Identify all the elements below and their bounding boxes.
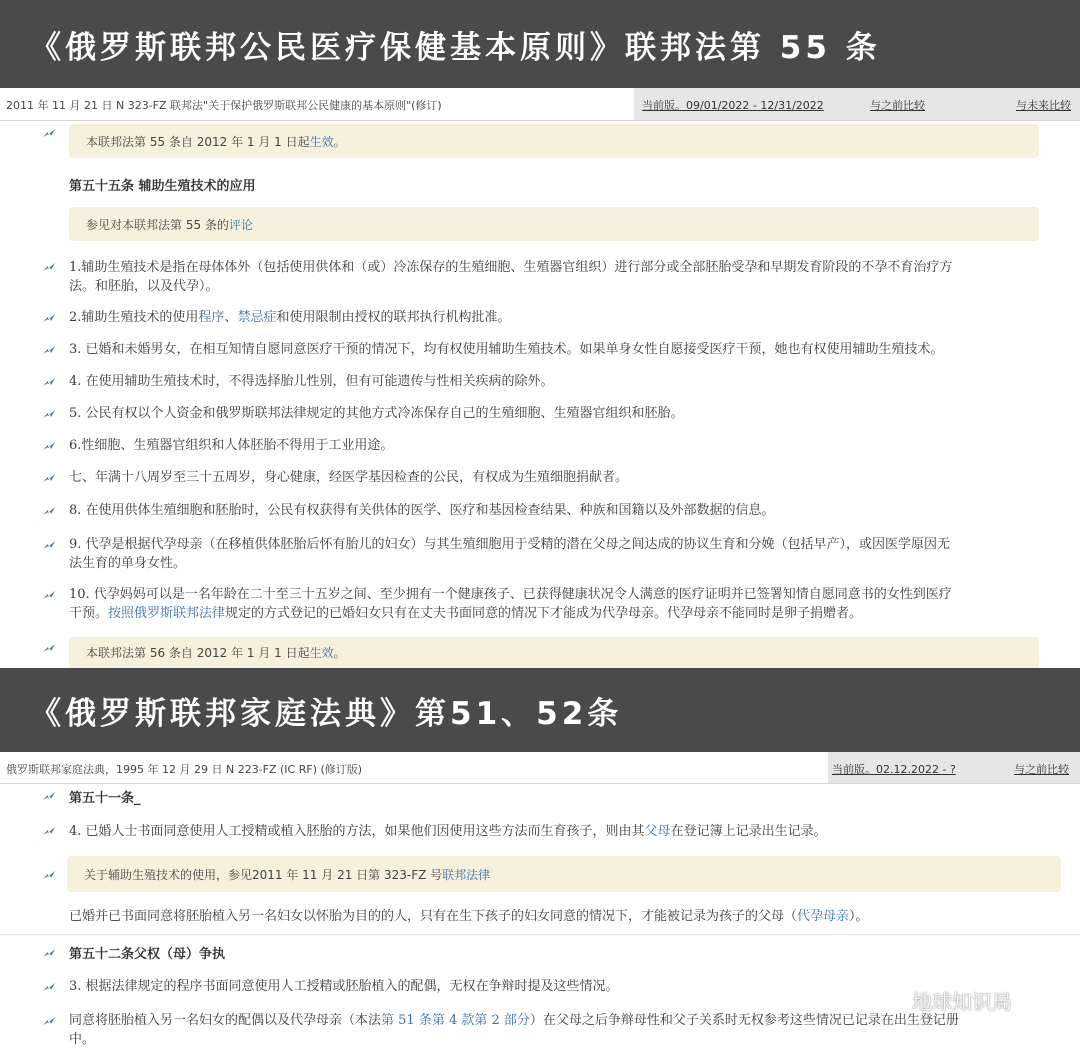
paragraph-1 [69,258,1041,296]
comment-link[interactable]: 评论 [228,217,253,232]
current-version-link[interactable]: 当前版。09/01/2022 - 12/31/2022 [642,99,824,112]
paragraph-2 [69,308,1041,327]
note-text: 参见对本联邦法第 55 条的 [86,217,229,232]
paragraph-line: 中。 [69,1032,96,1047]
paragraph-8: 8. 在使用供体生殖细胞和胚胎时，公民有权获得有关供体的医学、医疗和基因检查结果、种族和国籍以及外部数据的信息。 [69,503,775,518]
paragraph-text: 干预。 [69,606,109,621]
section1-banner [0,0,1080,88]
note-text: 本联邦法第 56 条自 2012 年 1 月 1 日起 [86,646,310,660]
doc-title[interactable]: 俄罗斯联邦家庭法典，1995 年 12 月 29 日 N 223-FZ (IC RF) (修订版) [6,763,363,776]
paragraph-10 [69,585,1041,623]
watermark [866,986,1012,1015]
paragraph-text: 4. 已婚人士书面同意使用人工授精或植入胚胎的方法，如果他们因使用这些方法而生育孩子，则由其 [69,824,645,839]
share-arrow-icon[interactable] [42,826,56,836]
paragraph-6: 6.性细胞、生殖器官组织和人体胚胎不得用于工业用途。 [69,438,394,453]
effective-link[interactable]: 生效 [309,646,334,660]
paragraph-text: 同意将胚胎植入另一名妇女的配偶以及代孕母亲（本法 [69,1013,382,1028]
effective-date-note [69,124,1039,158]
surrogate-mother-link[interactable]: 代孕母亲 [797,909,850,924]
paragraph-7: 七、年满十八周岁至三十五周岁，身心健康，经医学基因检查的公民，有权成为生殖细胞捐献者。 [69,470,629,485]
article-52-paragraph-surrogacy [69,1011,1041,1049]
share-arrow-icon[interactable] [42,441,56,451]
share-arrow-icon[interactable] [42,982,56,992]
note-tail: 。 [333,646,346,660]
section2-banner [0,668,1080,752]
article-heading: 第五十五条 辅助生殖技术的应用 [69,179,256,194]
version-panel [828,752,1080,783]
article-51-heading: 第五十一条_ [69,791,141,806]
share-arrow-icon[interactable] [42,948,56,958]
compare-previous-link[interactable]: 与之前比较 [870,99,925,112]
paragraph-text: 规定的方式登记的已婚妇女只有在丈夫书面同意的情况下才能成为代孕母亲。代孕母亲不能同时是卵子捐赠者。 [225,606,863,621]
current-version-link[interactable]: 当前版。02.12.2022 - ? [832,763,956,776]
russian-law-link[interactable]: 按照俄罗斯联邦法律 [108,606,226,621]
paragraph-text: ）在父母之后争辩母性和父子关系时无权参考这些情况已记录在出生登记册 [529,1013,959,1028]
share-arrow-icon[interactable] [42,313,56,323]
version-panel [634,88,1080,120]
share-arrow-icon[interactable] [42,643,56,653]
watermark-text: 地球知识局 [912,990,1012,1014]
divider [0,934,1080,935]
paragraph-text: ）。 [849,909,869,924]
share-arrow-icon[interactable] [42,540,56,550]
effective-date-note [69,637,1039,668]
section2-banner-title: 《俄罗斯联邦家庭法典》第51、52条 [30,695,623,732]
share-arrow-icon[interactable] [42,791,56,801]
share-arrow-icon[interactable] [42,1016,56,1026]
parents-link[interactable]: 父母 [644,824,671,839]
share-arrow-icon[interactable] [42,870,56,880]
paragraph-line [69,604,1041,623]
article-51-paragraph-surrogacy [69,907,1041,926]
contraindications-link[interactable]: 禁忌症 [237,310,277,325]
paragraph-text: 、 [224,310,238,325]
paragraph-line: 9. 代孕是根据代孕母亲（在移植供体胚胎后怀有胎儿的妇女）与其生殖细胞用于受精的潜在父母之间达成的协议生育和分娩（包括早产），或因医学原因无 [69,537,951,552]
note-text: 本联邦法第 55 条自 2012 年 1 月 1 日起 [86,134,310,149]
share-arrow-icon[interactable] [42,262,56,272]
paragraph-4: 4. 在使用辅助生殖技术时，不得选择胎儿性别，但有可能遗传与性相关疾病的除外。 [69,374,554,389]
note-text: 关于辅助生殖技术的使用，参见2011 年 11 月 21 日第 323-FZ 号 [84,867,443,882]
effective-link[interactable]: 生效 [309,134,334,149]
paragraph-line: 10. 代孕妈妈可以是一名年龄在二十至三十五岁之间、至少拥有一个健康孩子、已获得健康状况令人满意的医疗证明并已签署知情自愿同意书的女性到医疗 [69,587,952,602]
paragraph-line: 1.辅助生殖技术是指在母体体外（包括使用供体和（或）冷冻保存的生殖细胞、生殖器官组织）进行部分或全部胚胎受孕和早期发育阶段的不孕不育治疗方 [69,260,953,275]
federal-law-link[interactable]: 联邦法律 [442,867,491,882]
note-tail: 。 [333,134,346,149]
paragraph-line: 法。和胚胎，以及代孕）。 [69,279,219,294]
share-arrow-icon[interactable] [42,377,56,387]
procedure-link[interactable]: 程序 [198,310,225,325]
compare-future-link[interactable]: 与未来比较 [1016,99,1071,112]
section2-doc-bar [0,752,1080,784]
share-arrow-icon[interactable] [42,473,56,483]
wechat-icon [866,987,906,1015]
article-52-paragraph-3: 3. 根据法律规定的程序书面同意使用人工授精或胚胎植入的配偶，无权在争辩时提及这些情况。 [69,979,619,994]
compare-previous-link[interactable]: 与之前比较 [1014,763,1069,776]
share-arrow-icon[interactable] [42,590,56,600]
paragraph-5: 5. 公民有权以个人资金和俄罗斯联邦法律规定的其他方式冷冻保存自己的生殖细胞、生殖器官组织和胚胎。 [69,406,684,421]
paragraph-3: 3. 已婚和未婚男女，在相互知情自愿同意医疗干预的情况下，均有权使用辅助生殖技术。如果单身女性自愿接受医疗干预，她也有权使用辅助生殖技术。 [69,342,944,357]
comment-note [69,207,1039,241]
paragraph-text: 2.辅助生殖技术的使用 [69,310,199,325]
paragraph-line: 法生育的单身女性。 [69,556,187,571]
article-51-link[interactable]: 第 51 条第 4 款第 2 部分 [381,1013,530,1028]
share-arrow-icon[interactable] [42,506,56,516]
article-51-paragraph-4 [69,822,1041,841]
paragraph-text: 和使用限制由授权的联邦执行机构批准。 [276,310,511,325]
paragraph-9 [69,535,1041,573]
article-52-heading: 第五十二条父权（母）争执 [69,947,226,962]
share-arrow-icon[interactable] [42,345,56,355]
share-arrow-icon[interactable] [42,128,56,138]
doc-title[interactable]: 2011 年 11 月 21 日 N 323-FZ 联邦法"关于保护俄罗斯联邦公民健康的基本原则"(修订) [6,99,442,112]
art-technology-note [67,856,1061,892]
paragraph-text: 在登记簿上记录出生记录。 [670,824,827,839]
section1-banner-title: 《俄罗斯联邦公民医疗保健基本原则》联邦法第 55 条 [30,29,881,66]
paragraph-text: 已婚并已书面同意将胚胎植入另一名妇女以怀胎为目的的人，只有在生下孩子的妇女同意的情况下，才能被记录为孩子的父母（ [69,909,798,924]
share-arrow-icon[interactable] [42,409,56,419]
section1-doc-bar [0,88,1080,121]
